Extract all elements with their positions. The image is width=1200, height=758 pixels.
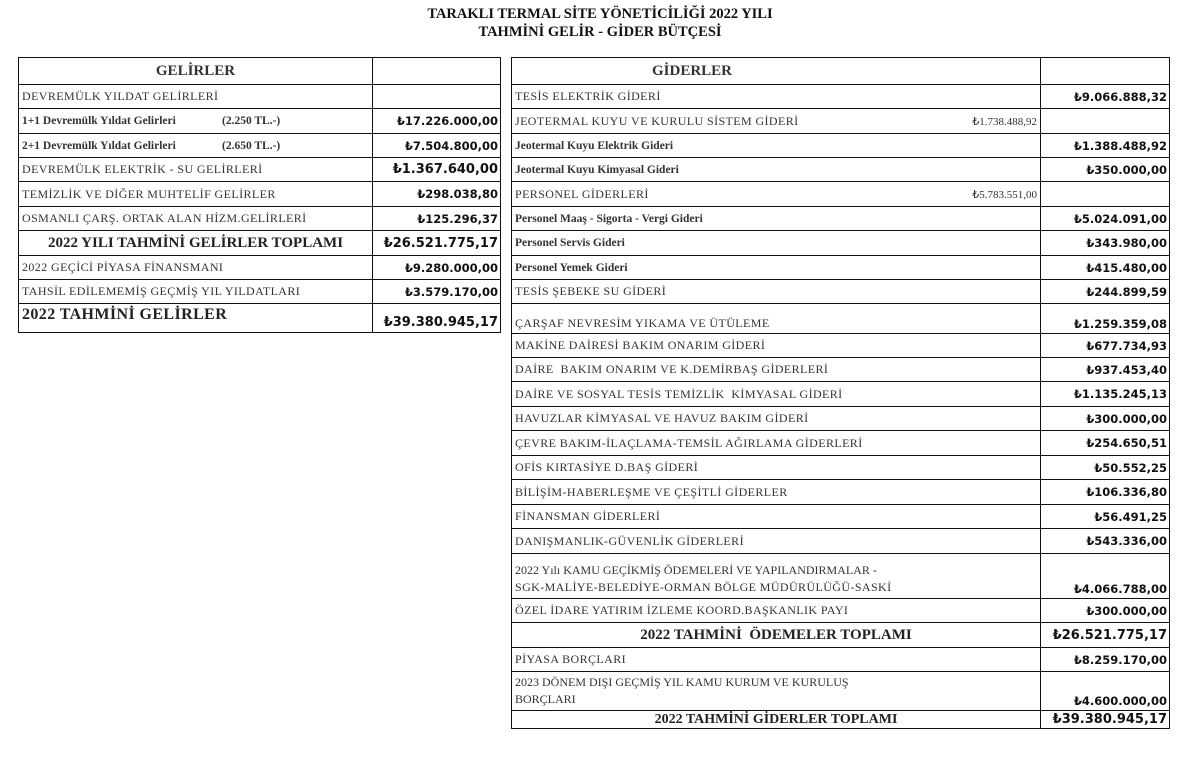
table-row [512, 207, 1170, 231]
income-amount: ₺17.226.000,00 [373, 109, 501, 134]
expense-amount: ₺300.000,00 [1041, 599, 1170, 623]
expense-amount: ₺4.066.788,00 [1041, 554, 1170, 599]
expense-label: MAKİNE DAİRESİ BAKIM ONARIM GİDERİ [512, 334, 1041, 358]
income-label: 2+1 Devremülk Yıldat Gelirleri [22, 139, 176, 152]
income-amount: ₺3.579.170,00 [373, 280, 501, 304]
expense-amount: ₺9.066.888,32 [1041, 85, 1170, 109]
expense-label: PERSONEL GİDERLERİ [515, 186, 649, 201]
income-label-cell [19, 109, 373, 134]
table-row [512, 431, 1170, 456]
table-row [512, 407, 1170, 431]
expense-amount: ₺937.453,40 [1041, 358, 1170, 382]
expense-amount: ₺1.388.488,92 [1041, 134, 1170, 158]
table-row [512, 648, 1170, 672]
expense-header-row [512, 58, 1170, 85]
expense-label: DANIŞMANLIK-GÜVENLİK GİDERLERİ [512, 529, 1041, 554]
expense-header: GİDERLER [512, 58, 1041, 85]
expense-payments-subtotal-row [512, 623, 1170, 648]
income-total-label: 2022 TAHMİNİ GELİRLER [19, 304, 373, 333]
table-row [512, 85, 1170, 109]
table-row [512, 182, 1170, 207]
expense-amount: ₺106.336,80 [1041, 480, 1170, 505]
income-label: 1+1 Devremülk Yıldat Gelirleri [22, 115, 176, 127]
expense-label: 2022 Yılı KAMU GEÇİKMİŞ ÖDEMELERİ VE YAPILANDIRMALAR - [515, 563, 877, 577]
expense-amount [1041, 109, 1170, 134]
expense-label: FİNANSMAN GİDERLERİ [512, 505, 1041, 529]
expense-amount: ₺8.259.170,00 [1041, 648, 1170, 672]
table-row [19, 109, 501, 134]
income-header: GELİRLER [19, 58, 373, 85]
income-note: (2.650 TL.-) [222, 139, 281, 152]
expense-label: Jeotermal Kuyu Kimyasal Gideri [512, 158, 1041, 182]
expense-label: Personel Yemek Gideri [512, 256, 1041, 280]
expense-label: OFİS KIRTASİYE D.BAŞ GİDERİ [512, 456, 1041, 480]
income-amount: ₺1.367.640,00 [373, 158, 501, 182]
expense-label: Jeotermal Kuyu Elektrik Gideri [512, 134, 1041, 158]
expense-label: BİLİŞİM-HABERLEŞME VE ÇEŞİTLİ GİDERLER [512, 480, 1041, 505]
income-amount: ₺298.038,80 [373, 182, 501, 207]
expense-amount: ₺56.491,25 [1041, 505, 1170, 529]
income-label: DEVREMÜLK ELEKTRİK - SU GELİRLERİ [19, 158, 373, 182]
income-label: TAHSİL EDİLEMEMİŞ GEÇMİŞ YIL YILDATLARI [19, 280, 373, 304]
expense-amount: ₺350.000,00 [1041, 158, 1170, 182]
expense-label: DAİRE VE SOSYAL TESİS TEMİZLİK KİMYASAL GİDERİ [512, 382, 1041, 407]
expense-label: TESİS ŞEBEKE SU GİDERİ [512, 280, 1041, 304]
expense-label: JEOTERMAL KUYU VE KURULU SİSTEM GİDERİ [515, 113, 799, 128]
expense-amount: ₺50.552,25 [1041, 456, 1170, 480]
expense-label: ÖZEL İDARE YATIRIM İZLEME KOORD.BAŞKANLIK PAYI [512, 599, 1041, 623]
income-label-cell [19, 134, 373, 158]
expense-label: TESİS ELEKTRİK GİDERİ [512, 85, 1041, 109]
table-row [512, 158, 1170, 182]
expense-label: Personel Servis Gideri [512, 231, 1041, 256]
document-title-line-2: TAHMİNİ GELİR - GİDER BÜTÇESİ [478, 24, 722, 40]
expense-label: Personel Maaş - Sigorta - Vergi Gideri [512, 207, 1041, 231]
table-row [19, 280, 501, 304]
table-row [512, 480, 1170, 505]
expense-total-row [512, 711, 1170, 729]
expense-label-cell [512, 109, 1041, 134]
income-amount: ₺125.296,37 [373, 207, 501, 231]
income-subtotal-row [19, 231, 501, 256]
income-amount [373, 85, 501, 109]
table-row [512, 554, 1170, 599]
table-row [512, 134, 1170, 158]
table-row [19, 158, 501, 182]
table-row [512, 256, 1170, 280]
table-row [512, 599, 1170, 623]
table-row [19, 85, 501, 109]
table-row [512, 672, 1170, 711]
table-row [512, 358, 1170, 382]
expense-amount: ₺543.336,00 [1041, 529, 1170, 554]
expense-total-amount: ₺39.380.945,17 [1041, 711, 1170, 729]
expense-header-amount-cell [1041, 58, 1170, 85]
expense-label: HAVUZLAR KİMYASAL VE HAVUZ BAKIM GİDERİ [512, 407, 1041, 431]
income-subtotal-amount: ₺26.521.775,17 [373, 231, 501, 256]
income-total-amount: ₺39.380.945,17 [373, 304, 501, 333]
expense-subtotal: ₺5.783.551,00 [972, 188, 1037, 201]
income-label: DEVREMÜLK YILDAT GELİRLERİ [19, 85, 373, 109]
income-amount: ₺7.504.800,00 [373, 134, 501, 158]
expense-label-cell [512, 672, 1041, 711]
expense-amount: ₺677.734,93 [1041, 334, 1170, 358]
expense-subtotal-label: 2022 TAHMİNİ ÖDEMELER TOPLAMI [512, 623, 1041, 648]
table-row [512, 109, 1170, 134]
expense-total-label: 2022 TAHMİNİ GİDERLER TOPLAMI [512, 711, 1041, 729]
expense-label: PİYASA BORÇLARI [512, 648, 1041, 672]
expense-label: DAİRE BAKIM ONARIM VE K.DEMİRBAŞ GİDERLERİ [512, 358, 1041, 382]
expense-label: 2023 DÖNEM DIŞI GEÇMİŞ YIL KAMU KURUM VE KURULUŞ [515, 675, 849, 689]
table-row [512, 280, 1170, 304]
expense-label-cell [512, 554, 1041, 599]
income-table [18, 57, 501, 333]
income-label: OSMANLI ÇARŞ. ORTAK ALAN HİZM.GELİRLERİ [19, 207, 373, 231]
expense-label-line-2: BORÇLARI [515, 692, 576, 706]
expense-subtotal-amount: ₺26.521.775,17 [1041, 623, 1170, 648]
table-row [512, 456, 1170, 480]
expense-label: ÇARŞAF NEVRESİM YIKAMA VE ÜTÜLEME [512, 304, 1041, 334]
expense-amount: ₺4.600.000,00 [1041, 672, 1170, 711]
expense-amount: ₺1.135.245,13 [1041, 382, 1170, 407]
expense-amount: ₺254.650,51 [1041, 431, 1170, 456]
income-amount: ₺9.280.000,00 [373, 256, 501, 280]
expense-amount: ₺1.259.359,08 [1041, 304, 1170, 334]
expense-table [511, 57, 1170, 729]
expense-label-line-2: SGK-MALİYE-BELEDİYE-ORMAN BÖLGE MÜDÜRÜLÜĞÜ-SASKİ [515, 580, 892, 594]
income-label: TEMİZLİK VE DİĞER MUHTELİF GELİRLER [19, 182, 373, 207]
table-row [512, 529, 1170, 554]
expense-amount: ₺5.024.091,00 [1041, 207, 1170, 231]
income-subtotal-label: 2022 YILI TAHMİNİ GELİRLER TOPLAMI [19, 231, 373, 256]
expense-amount [1041, 182, 1170, 207]
table-row [512, 334, 1170, 358]
table-row [19, 134, 501, 158]
table-row [512, 304, 1170, 334]
income-total-row [19, 304, 501, 333]
expense-label-cell [512, 182, 1041, 207]
income-header-row [19, 58, 501, 85]
expense-label: ÇEVRE BAKIM-İLAÇLAMA-TEMSİL AĞIRLAMA GİDERLERİ [512, 431, 1041, 456]
table-row [19, 182, 501, 207]
expense-subtotal: ₺1.738.488,92 [972, 115, 1037, 128]
expense-amount: ₺415.480,00 [1041, 256, 1170, 280]
income-label: 2022 GEÇİCİ PİYASA FİNANSMANI [19, 256, 373, 280]
income-note: (2.250 TL.-) [222, 115, 281, 127]
expense-amount: ₺343.980,00 [1041, 231, 1170, 256]
expense-amount: ₺244.899,59 [1041, 280, 1170, 304]
expense-amount: ₺300.000,00 [1041, 407, 1170, 431]
table-row [512, 231, 1170, 256]
table-row [512, 505, 1170, 529]
table-row [19, 256, 501, 280]
document-title-line-1: TARAKLI TERMAL SİTE YÖNETİCİLİĞİ 2022 YILI [427, 6, 773, 22]
table-row [19, 207, 501, 231]
table-row [512, 382, 1170, 407]
income-header-amount-cell [373, 58, 501, 85]
